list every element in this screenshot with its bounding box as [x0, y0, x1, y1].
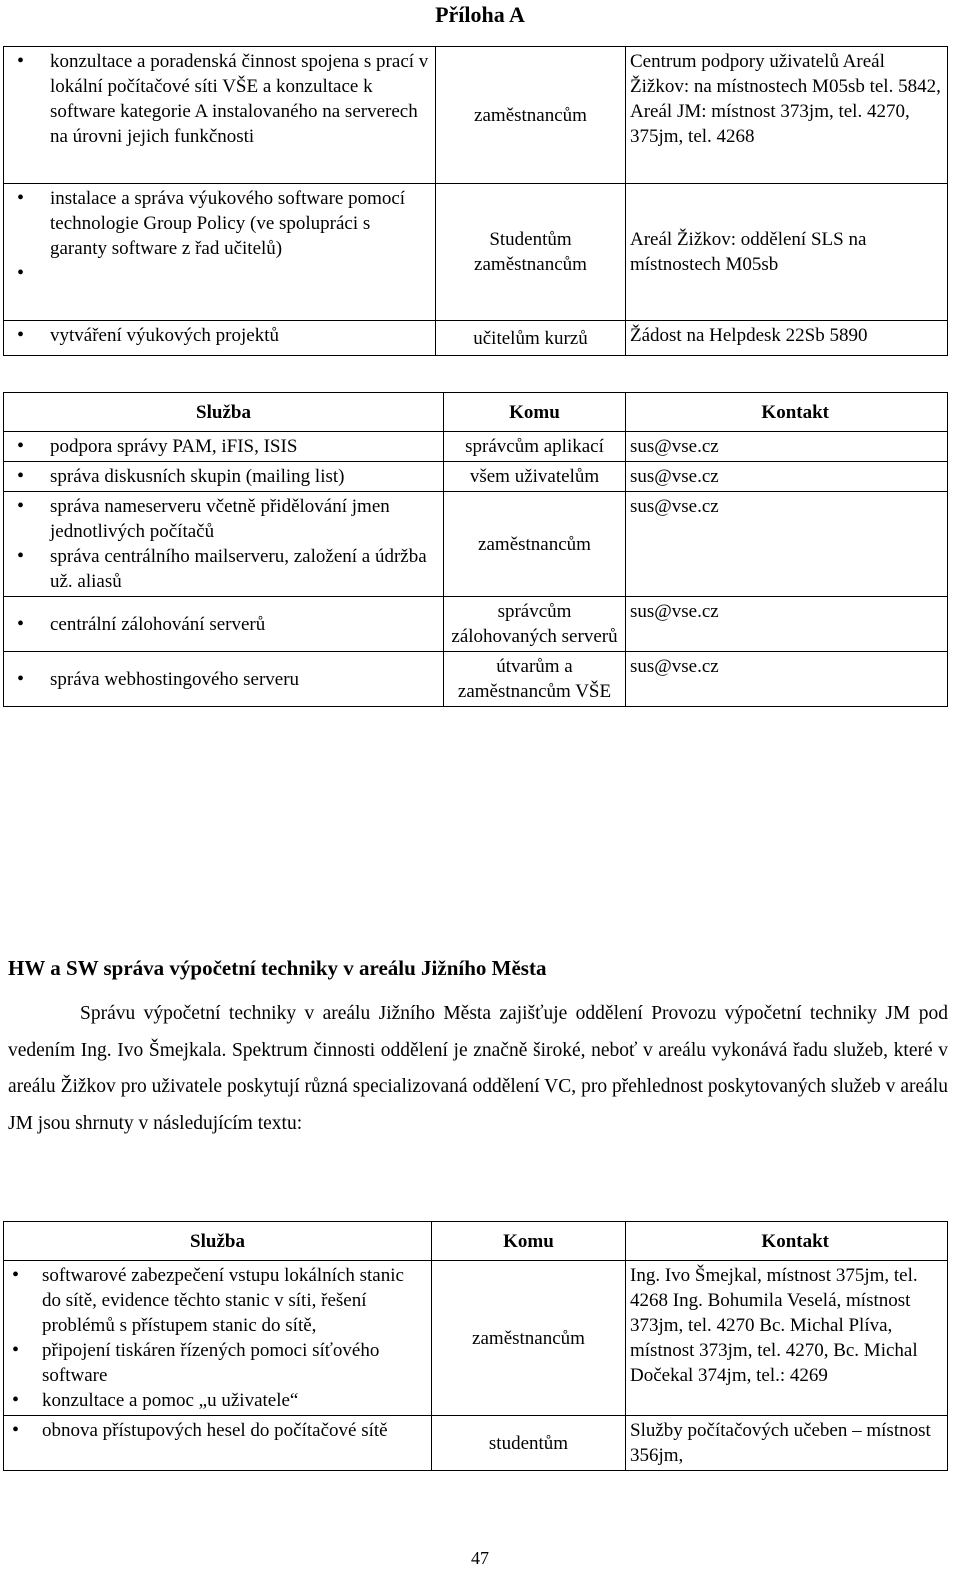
- table-row: [4, 492, 948, 597]
- komu-cell: učitelům kurzů: [436, 321, 626, 356]
- paragraph-text: Správu výpočetní techniky v areálu Jižního Města zajišťuje oddělení Provozu výpočetní techniky JM pod vedením Ing. Ivo Šmejkala. Spektrum činnosti oddělení je značně široké, neboť v areálu vykonává řadu služeb, které v areálu Žižkov pro uživatele poskytují různá specializovaná oddělení VC, pro přehlednost poskytovaných služeb v areálu JM jsou shrnuty v následujícím textu:: [8, 1003, 948, 1134]
- service-item: • konzultace a pomoc „u uživatele“: [8, 1388, 427, 1413]
- kontakt-cell: Ing. Ivo Šmejkal, místnost 375jm, tel. 4268 Ing. Bohumila Veselá, místnost 373jm, tel. 4270 Bc. Michal Plíva, místnost 373jm, tel. 4270, Bc. Michal Dočekal 374jm, tel.: 4269: [626, 1261, 948, 1416]
- kontakt-cell: sus@vse.cz: [626, 492, 948, 597]
- services-table-1: [3, 46, 948, 356]
- komu-line: Studentům: [489, 229, 572, 250]
- komu-cell: správcům zálohovaných serverů: [444, 597, 626, 652]
- section-paragraph: [8, 996, 948, 1142]
- kontakt-cell: Služby počítačových učeben – místnost 356jm,: [626, 1416, 948, 1471]
- service-cell: [4, 652, 444, 707]
- table-row: [4, 321, 948, 356]
- header-komu: Komu: [444, 393, 626, 432]
- table-row: [4, 597, 948, 652]
- header-service: Služba: [4, 393, 444, 432]
- service-item: • konzultace a poradenská činnost spojena s prací v lokální počítačové síti VŠE a konzultace k software kategorie A instalovaného na serverech na úrovni jejich funkčnosti: [8, 49, 431, 149]
- table-header-row: [4, 393, 948, 432]
- komu-cell: studentům: [432, 1416, 626, 1471]
- services-table-3: [3, 1221, 948, 1471]
- service-item: • softwarové zabezpečení vstupu lokálních stanic do sítě, evidence těchto stanic v síti, řešení problémů s přístupem stanic do sítě,: [8, 1263, 427, 1338]
- service-item: • správa diskusních skupin (mailing list): [8, 464, 439, 489]
- table-row: [4, 1261, 948, 1416]
- komu-cell: [436, 184, 626, 321]
- page-title: Příloha A: [435, 2, 525, 27]
- komu-cell: správcům aplikací: [444, 432, 626, 462]
- service-cell: [4, 1261, 432, 1416]
- table-row: [4, 432, 948, 462]
- service-item: • vytváření výukových projektů: [8, 323, 431, 348]
- service-item: • správa webhostingového serveru: [8, 667, 439, 692]
- kontakt-cell: Žádost na Helpdesk 22Sb 5890: [626, 321, 948, 356]
- service-item: • centrální zálohování serverů: [8, 612, 439, 637]
- service-cell: [4, 597, 444, 652]
- service-item: • podpora správy PAM, iFIS, ISIS: [8, 434, 439, 459]
- service-item: • správa nameserveru včetně přidělování jmen jednotlivých počítačů: [8, 494, 439, 544]
- service-item: [8, 261, 431, 286]
- service-cell: [4, 1416, 432, 1471]
- service-cell: [4, 462, 444, 492]
- table-row: [4, 184, 948, 321]
- service-item: • instalace a správa výukového software pomocí technologie Group Policy (ve spolupráci s garanty software z řad učitelů): [8, 186, 431, 261]
- kontakt-cell: Areál Žižkov: oddělení SLS na místnostech M05sb: [626, 184, 948, 321]
- header-komu: Komu: [432, 1222, 626, 1261]
- table-row: [4, 1416, 948, 1471]
- header-kontakt: Kontakt: [626, 1222, 948, 1261]
- table-header-row: [4, 1222, 948, 1261]
- service-cell: [4, 321, 436, 356]
- komu-cell: zaměstnancům: [444, 492, 626, 597]
- kontakt-cell: sus@vse.cz: [626, 597, 948, 652]
- header-kontakt: Kontakt: [626, 393, 948, 432]
- kontakt-cell: sus@vse.cz: [626, 652, 948, 707]
- kontakt-cell: sus@vse.cz: [626, 432, 948, 462]
- table-row: [4, 462, 948, 492]
- table-row: [4, 652, 948, 707]
- service-item: • připojení tiskáren řízených pomoci síťového software: [8, 1338, 427, 1388]
- komu-cell: všem uživatelům: [444, 462, 626, 492]
- services-table-2: [3, 392, 948, 707]
- kontakt-cell: sus@vse.cz: [626, 462, 948, 492]
- service-cell: [4, 47, 436, 184]
- table-row: [4, 47, 948, 184]
- komu-cell: zaměstnancům: [432, 1261, 626, 1416]
- section-heading: HW a SW správa výpočetní techniky v areálu Jižního Města: [8, 956, 547, 980]
- komu-cell: útvarům a zaměstnancům VŠE: [444, 652, 626, 707]
- header-service: Služba: [4, 1222, 432, 1261]
- service-cell: [4, 184, 436, 321]
- kontakt-cell: Centrum podpory uživatelů Areál Žižkov: na místnostech M05sb tel. 5842, Areál JM: místnost 373jm, tel. 4270, 375jm, tel. 4268: [626, 47, 948, 184]
- service-item: • obnova přístupových hesel do počítačové sítě: [8, 1418, 427, 1443]
- service-cell: [4, 432, 444, 462]
- komu-line: zaměstnancům: [474, 254, 587, 275]
- page-number: 47: [471, 1548, 489, 1568]
- komu-cell: zaměstnancům: [436, 47, 626, 184]
- service-cell: [4, 492, 444, 597]
- service-item: • správa centrálního mailserveru, založení a údržba už. aliasů: [8, 544, 439, 594]
